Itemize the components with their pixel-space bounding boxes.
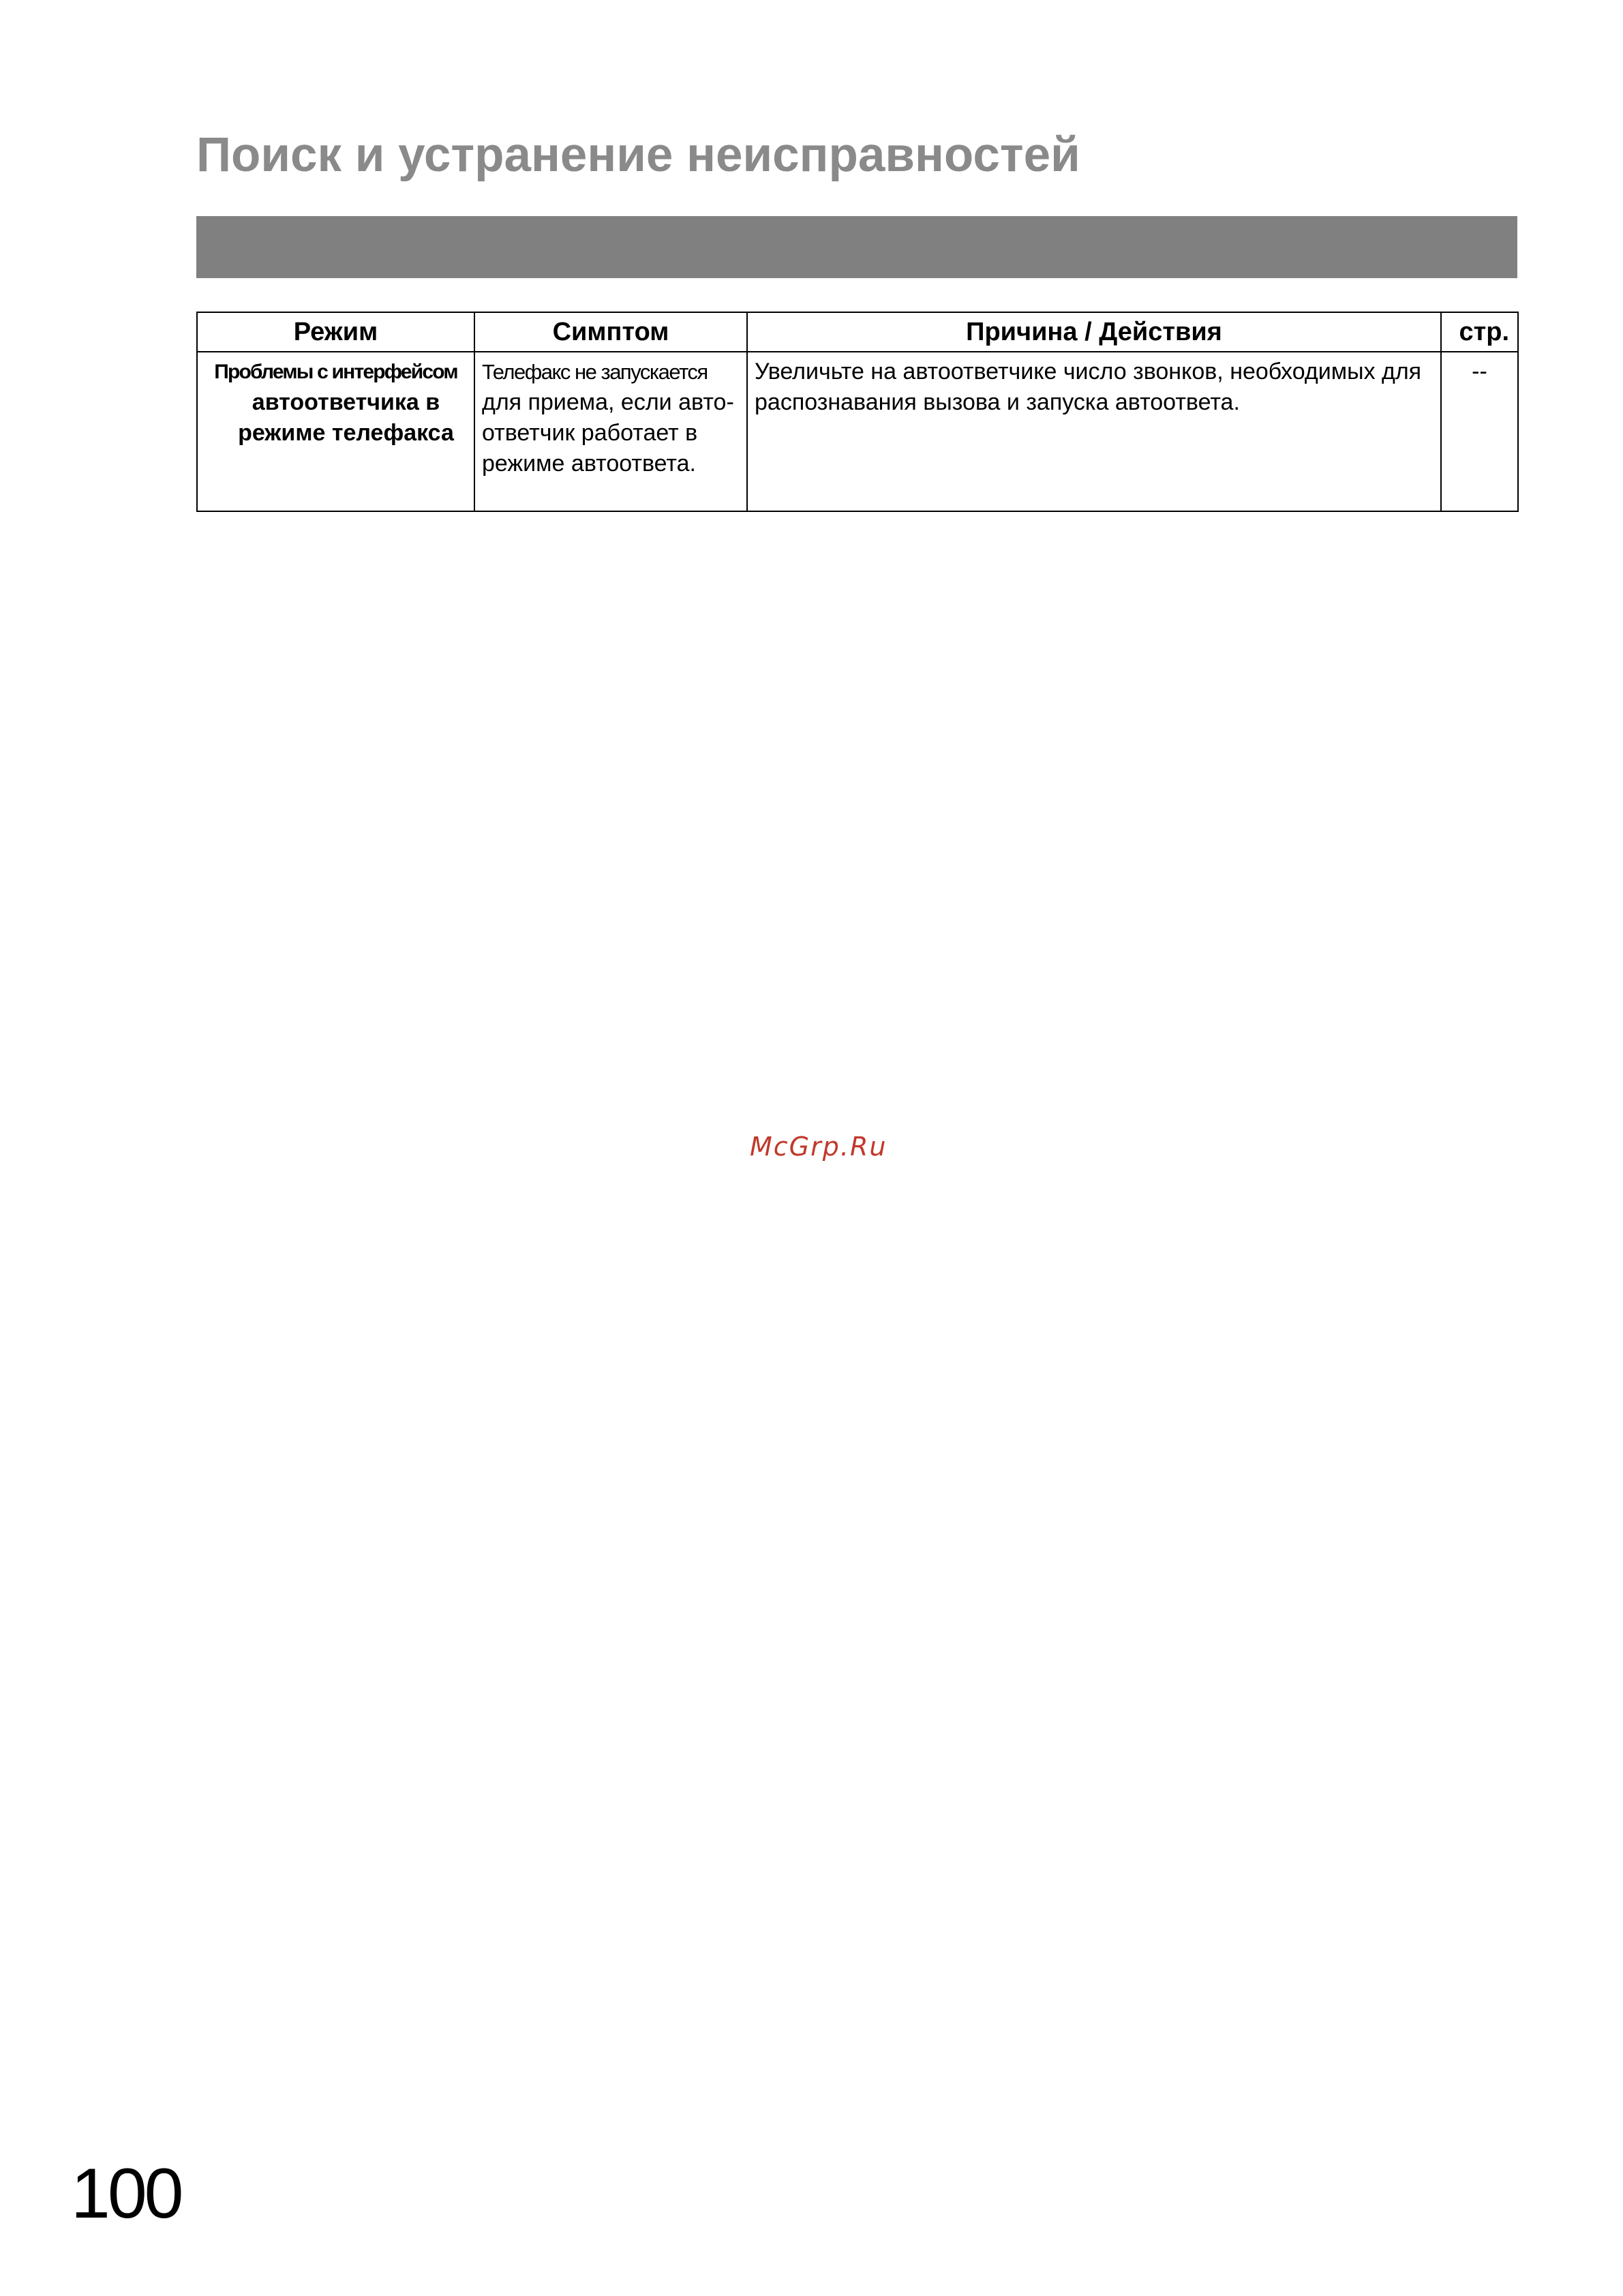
- page-title: Поиск и устранение неисправностей: [196, 128, 1080, 182]
- section-header-bar: [196, 216, 1517, 278]
- header-page: стр.: [1441, 312, 1518, 352]
- watermark-link[interactable]: McGrp.Ru: [750, 1132, 888, 1162]
- header-mode: Режим: [197, 312, 474, 352]
- mode-cell: [197, 352, 474, 511]
- symptom-cell: [474, 352, 747, 511]
- mode-text-rest: автоответчика в режиме телефакса: [238, 389, 454, 446]
- header-cause: Причина / Действия: [747, 312, 1441, 352]
- cause-cell: Увеличьте на автоответчике число звонков, необходимых для распознавания вызова и запуска автоответа.: [747, 352, 1441, 511]
- mode-text-line1: Проблемы с интерфейсом: [214, 361, 457, 383]
- page-number: 100: [71, 2154, 181, 2233]
- table-row: [197, 352, 1518, 511]
- table-header-row: [197, 312, 1518, 352]
- symptom-text-rest: для приема, если авто-ответчик работает в режиме автоответа.: [482, 389, 734, 477]
- page-ref-cell: --: [1441, 352, 1518, 511]
- symptom-text-line1: Телефакс не запускается: [482, 360, 708, 384]
- troubleshooting-table: [196, 312, 1519, 512]
- header-symptom: Симптом: [474, 312, 747, 352]
